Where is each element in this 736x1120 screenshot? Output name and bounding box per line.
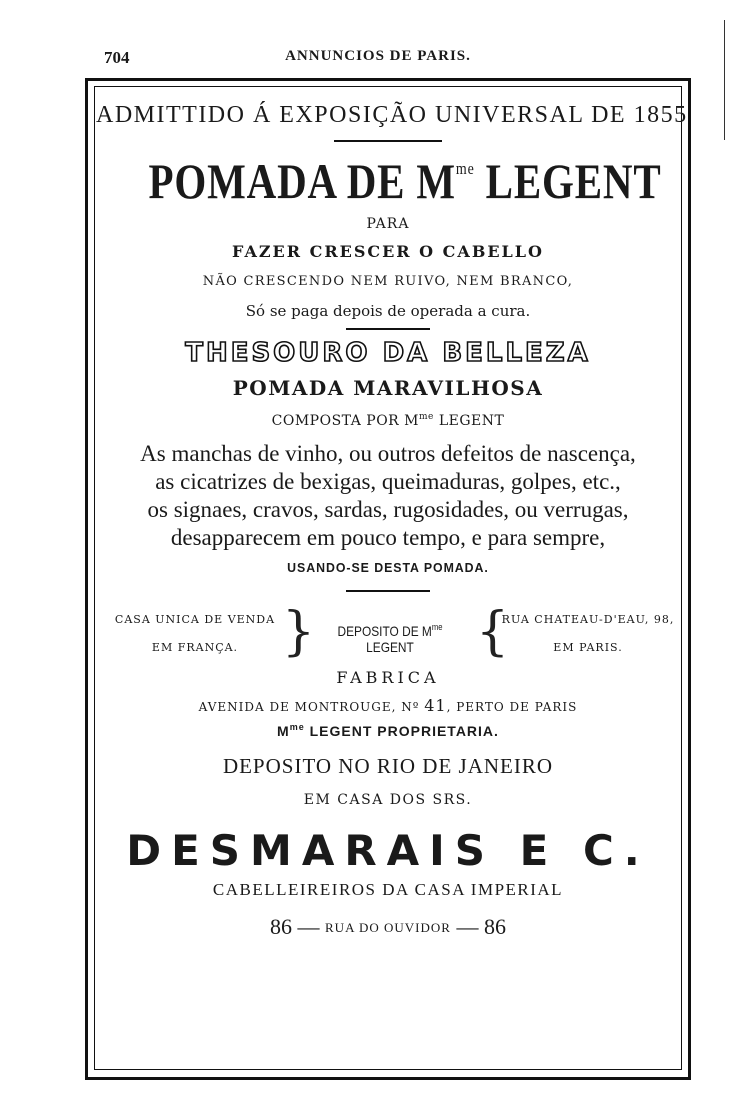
at-house-of: EM CASA DOS SRS.	[303, 792, 473, 808]
firm-name: DESMARAIS E C.	[126, 826, 650, 875]
advertisement	[96, 92, 688, 944]
rio-deposit: DEPOSITO NO RIO DE JANEIRO	[222, 754, 554, 778]
payment-text: Só se paga depois de operada a cura.	[245, 302, 531, 320]
body-line: os signaes, cravos, sardas, rugosidades, ou verrugas,	[147, 497, 629, 522]
product-subtitle: POMADA MARAVILHOSA	[232, 376, 544, 400]
ad-body	[96, 440, 680, 552]
running-title: ANNUNCIOS DE PARIS.	[285, 48, 471, 64]
treasure-heading: THESOURO DA BELLEZA	[185, 338, 591, 368]
margin-line	[724, 20, 725, 140]
brace-icon: }	[282, 602, 316, 662]
factory-heading: FABRICA	[336, 668, 440, 687]
condition-text: NÃO CRESCENDO NEM RUIVO, NEM BRANCO,	[202, 274, 574, 289]
factory-address: AVENIDA DE MONTROUGE, Nº 41, PERTO DE PARIS	[198, 696, 578, 715]
street-address: 86 — RUA DO OUVIDOR — 86	[270, 914, 506, 939]
usage-text: USANDO-SE DESTA POMADA.	[287, 560, 489, 575]
product-title: POMADA DE $M^{me}$ LEGENT	[148, 153, 662, 209]
body-line: as cicatrizes de bexigas, queimaduras, golpes, etc.,	[155, 469, 621, 494]
purpose-text: FAZER CRESCER O CABELLO	[232, 242, 544, 261]
firm-role: CABELLEIREIROS DA CASA IMPERIAL	[212, 880, 564, 899]
divider-rule	[334, 140, 442, 142]
deposit-center: DEPOSITO DE $M^{me}$ LEGENT	[337, 622, 443, 655]
deposit-right: RUA CHATEAU-D'EAU, 98, EM PARIS.	[501, 613, 675, 654]
brace-icon: {	[476, 602, 510, 662]
divider-rule	[346, 590, 430, 592]
para-text: PARA	[366, 216, 410, 232]
page-number: 704	[104, 48, 130, 67]
divider-rule	[346, 328, 430, 330]
exhibition-notice: ADMITTIDO Á EXPOSIÇÃO UNIVERSAL DE 1855	[96, 102, 688, 128]
page-header	[0, 44, 736, 72]
deposit-info	[96, 602, 680, 662]
composed-by: COMPOSTA POR $M^{me}$ LEGENT	[271, 412, 505, 429]
body-line: desapparecem em pouco tempo, e para sempre,	[170, 525, 606, 550]
deposit-left: CASA UNICA DE VENDA EM FRANÇA.	[114, 613, 276, 654]
proprietor: $M^{me}$ LEGENT PROPRIETARIA.	[277, 722, 499, 739]
body-line: As manchas de vinho, ou outros defeitos de nascença,	[140, 441, 636, 466]
